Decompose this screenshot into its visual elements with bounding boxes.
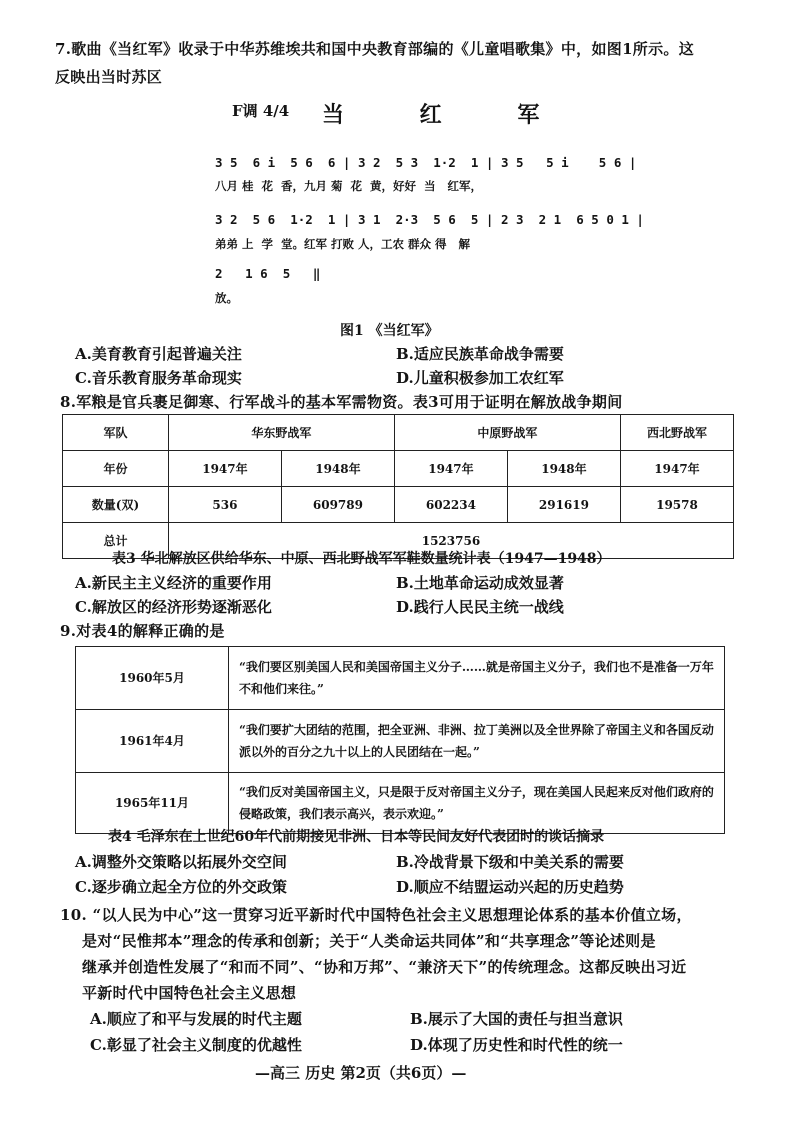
table3-header-central: 中原野战军 bbox=[394, 415, 620, 451]
q7-stem-line1: 7.歌曲《当红军》收录于中华苏维埃共和国中央教育部编的《儿童唱歌集》中，如图1所示。这 bbox=[55, 40, 694, 58]
score-row1-notes: 3 5 6 i 5 6 6 | 3 2 5 3 1·2 1 | 3 5 5 i 5 6 | bbox=[215, 155, 637, 170]
table3-header-east: 华东野战军 bbox=[168, 415, 394, 451]
table3-header-row bbox=[63, 415, 734, 451]
table4-row bbox=[76, 647, 725, 710]
page-footer: —高三 历史 第2页（共6页）— bbox=[255, 1064, 467, 1082]
q8-stem: 8.军粮是官兵裹足御寒、行军战斗的基本军需物资。表3可用于证明在解放战争期间 bbox=[60, 393, 623, 411]
table4-date: 1961年4月 bbox=[76, 710, 229, 773]
q9-option-a: A.调整外交策略以拓展外交空间 bbox=[75, 853, 287, 871]
q7-option-a: A.美育教育引起普遍关注 bbox=[75, 345, 242, 363]
q10-stem-line2: 是对“民惟邦本”理念的传承和创新；关于“人类命运共同体”和“共享理念”等论述则是 bbox=[82, 932, 656, 950]
q10-option-c: C.彰显了社会主义制度的优越性 bbox=[90, 1036, 302, 1054]
table3-cell: 1947年 bbox=[620, 451, 733, 487]
q9-option-b: B.冷战背景下级和中美关系的需要 bbox=[396, 853, 624, 871]
q9-option-d: D.顺应不结盟运动兴起的历史趋势 bbox=[396, 878, 624, 896]
table3-caption: 表3 华北解放区供给华东、中原、西北野战军军鞋数量统计表（1947—1948） bbox=[112, 551, 611, 567]
table3-qty-row bbox=[63, 487, 734, 523]
table3-total-label: 总计 bbox=[63, 523, 169, 559]
score-row3-lyrics: 放。 bbox=[215, 291, 238, 305]
q8-option-d: D.践行人民民主统一战线 bbox=[396, 598, 564, 616]
table3-total-value: 1523756 bbox=[168, 523, 733, 559]
table4 bbox=[75, 646, 725, 834]
table3 bbox=[62, 414, 734, 559]
table4-quote: “我们要扩大团结的范围，把全亚洲、非洲、拉丁美洲以及全世界除了帝国主义和各国反动派以外的百分之九十以上的人民团结在一起。” bbox=[229, 710, 725, 773]
table4-row bbox=[76, 710, 725, 773]
q7-stem-line2: 反映出当时苏区 bbox=[55, 68, 163, 86]
table3-cell: 19578 bbox=[620, 487, 733, 523]
table4-quote: “我们反对美国帝国主义，只是限于反对帝国主义分子，现在美国人民起来反对他们政府的侵略政策，我们表示高兴，表示欢迎。” bbox=[229, 773, 725, 834]
q10-stem-line3: 继承并创造性发展了“和而不同”、“协和万邦”、“兼济天下”的传统理念。这都反映出习近 bbox=[82, 958, 687, 976]
table3-cell: 609789 bbox=[281, 487, 394, 523]
q9-option-c: C.逐步确立起全方位的外交政策 bbox=[75, 878, 287, 896]
table4-caption: 表4 毛泽东在上世纪60年代前期接见非洲、日本等民间友好代表团时的谈话摘录 bbox=[108, 829, 605, 845]
table3-cell: 1948年 bbox=[281, 451, 394, 487]
table3-header-northwest: 西北野战军 bbox=[620, 415, 733, 451]
score-row3-notes: 2 1 6 5 ‖ bbox=[215, 266, 321, 281]
q7-option-d: D.儿童积极参加工农红军 bbox=[396, 369, 564, 387]
q8-option-a: A.新民主主义经济的重要作用 bbox=[75, 574, 272, 592]
q10-option-d: D.体现了历史性和时代性的统一 bbox=[410, 1036, 623, 1054]
table3-year-label: 年份 bbox=[63, 451, 169, 487]
score-row2-lyrics: 弟弟 上 学 堂。红军 打败 人，工农 群众 得 解 bbox=[215, 237, 471, 251]
table3-cell: 1948年 bbox=[507, 451, 620, 487]
q8-option-c: C.解放区的经济形势逐渐恶化 bbox=[75, 598, 272, 616]
table3-cell: 536 bbox=[168, 487, 281, 523]
table3-qty-label: 数量(双) bbox=[63, 487, 169, 523]
table3-cell: 1947年 bbox=[168, 451, 281, 487]
q10-stem-line4: 平新时代中国特色社会主义思想 bbox=[82, 984, 297, 1002]
table3-cell: 1947年 bbox=[394, 451, 507, 487]
q7-option-c: C.音乐教育服务革命现实 bbox=[75, 369, 242, 387]
table3-year-row bbox=[63, 451, 734, 487]
figure1-caption: 图1 《当红军》 bbox=[340, 323, 439, 339]
q10-option-b: B.展示了大国的责任与担当意识 bbox=[410, 1010, 623, 1028]
table4-date: 1960年5月 bbox=[76, 647, 229, 710]
score-title: 当 红 军 bbox=[322, 102, 574, 128]
table4-row bbox=[76, 773, 725, 834]
q10-option-a: A.顺应了和平与发展的时代主题 bbox=[90, 1010, 302, 1028]
score-row2-notes: 3 2 5 6 1·2 1 | 3 1 2·3 5 6 5 | 2 3 2 1 6 5 0 1 | bbox=[215, 212, 644, 227]
q7-option-b: B.适应民族革命战争需要 bbox=[396, 345, 564, 363]
q10-stem-line1: 10. “以人民为中心”这一贯穿习近平新时代中国特色社会主义思想理论体系的基本价值立场， bbox=[60, 906, 692, 924]
score-key: F调 4/4 bbox=[232, 102, 290, 120]
q8-option-b: B.土地革命运动成效显著 bbox=[396, 574, 564, 592]
table3-cell: 291619 bbox=[507, 487, 620, 523]
table4-quote: “我们要区别美国人民和美国帝国主义分子……就是帝国主义分子，我们也不是准备一万年不和他们来往。” bbox=[229, 647, 725, 710]
table3-header-army: 军队 bbox=[63, 415, 169, 451]
score-row1-lyrics: 八月 桂 花 香，九月 菊 花 黄，好好 当 红军， bbox=[215, 179, 483, 193]
table3-cell: 602234 bbox=[394, 487, 507, 523]
q9-stem: 9.对表4的解释正确的是 bbox=[60, 622, 225, 640]
table4-date: 1965年11月 bbox=[76, 773, 229, 834]
